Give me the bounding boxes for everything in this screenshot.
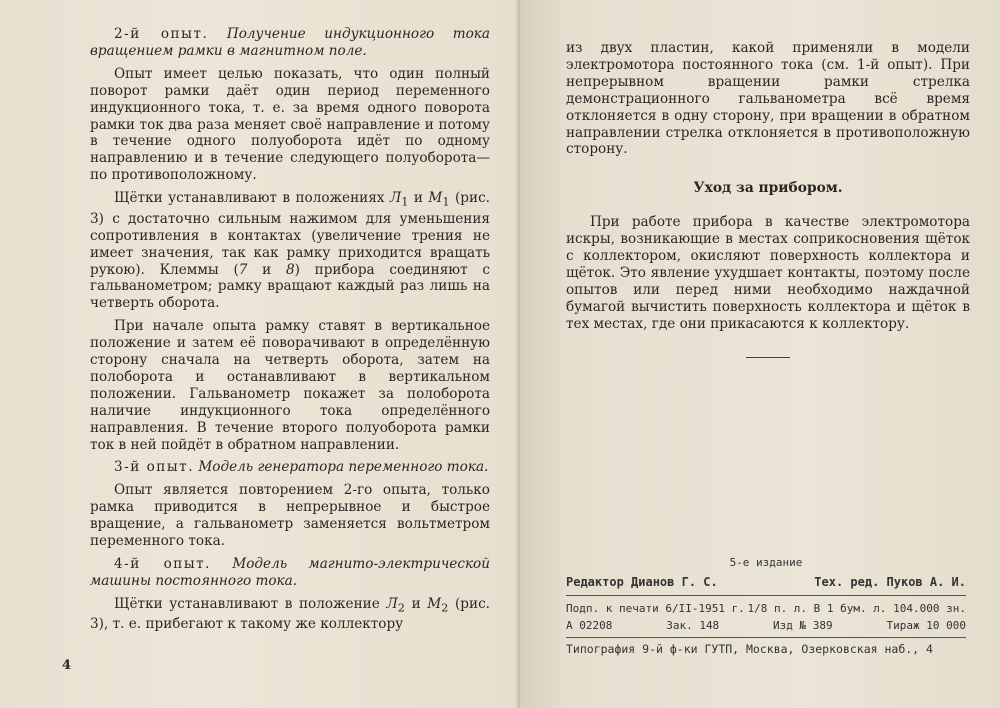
edition: 5-е издание [729,556,803,569]
paragraph-5: Щётки устанавливают в положение $Л_2$ и $М_2$ (рис. 3), т. е. прибегают к такому же коллектору [90,595,491,633]
care-paragraph: При работе прибора в качестве электромотора искры, возникающие в местах соприкосновения щёток с коллектором, окисляют поверхность коллектора и щёток. Это явление ухудшает контакты, поэтому после опытов или перед ними необходимо наждачной бумагой вычистить поверхность коллектора и щёток в тех местах, где они прикасаются к коллектору. [566,214,970,332]
print-run: Тираж 10 000 [886,619,966,632]
paragraph-continued: из двух пластин, какой применяли в модели электромотора постоянного тока (см. 1-й опыт). При непрерывном вращении рамки стрелка демонстрационного гальванометра всё время отклоняется в одну сторону, при вращении в обратном направлении стрелка отклоняется в противоположную сторону. [566,40,970,158]
imprint-block [566,556,966,656]
paragraph-2: Щётки устанавливают в положениях $Л_1$ и $М_1$ (рис. 3) с достаточно сильным нажимом для уменьшения сопротивления в контактах (увеличение трения не имеет значения, так как рамку приходится вращать рукою). Клеммы (7 и 8) прибора соединяют с гальванометром; рамку вращают каждый раз лишь на четверть оборота. [90,190,491,312]
editor: Редактор Дианов Г. С. [566,575,718,589]
publication-number: Изд № 389 [773,619,833,632]
paragraph-1: Опыт имеет целью показать, что один полный поворот рамки даёт один период переменного индукционного тока, т. е. за время одного поворота рамки ток два раза меняет своё направление и потому в течение одного полуоборота идёт по одному направлению и в течение следующего полуоборота—по противоположному. [90,65,490,184]
print-meta [566,596,966,638]
experiment-3-heading: 3-й опыт. Модель генератора переменного тока. [114,459,489,476]
sheets: 1/8 п. л. В 1 бум. л. 104.000 зн. [747,602,966,615]
experiment-2-heading: 2-й опыт. Получение индукционного тока вращением рамки в магнитном поле. [90,26,491,59]
paragraph-3: При начале опыта рамку ставят в вертикальное положение и затем её поворачивают в определённую сторону сначала на четверть оборота, затем на полоборота и останавливают в вертикальном положении. Гальванометр покажет за полоборота наличие индукционного тока определённого направления. В течение второго полуоборота рамки ток в ней пойдёт в обратном направлении. [90,318,490,453]
paragraph-4: Опыт является повторением 2-го опыта, только рамка приводится в непрерывное и быстрое вращение, а гальванометр заменяется вольтметром переменного тока. [90,482,490,550]
care-heading: Уход за прибором. [693,180,843,197]
tech-editor: Тех. ред. Пуков А. И. [814,575,966,589]
divider [746,357,790,358]
page-number: 4 [62,658,72,673]
printer: Типография 9-й ф-ки ГУТП, Москва, Озерковская наб., 4 [566,642,933,656]
experiment-4-heading: 4-й опыт. Модель магнито-электрической машины постоянного тока. [90,556,490,589]
order-number: Зак. 148 [666,619,720,632]
signed-to-print: Подп. к печати 6/II-1951 г. [566,602,745,615]
code: А 02208 [566,619,613,632]
editors-row [566,575,966,596]
